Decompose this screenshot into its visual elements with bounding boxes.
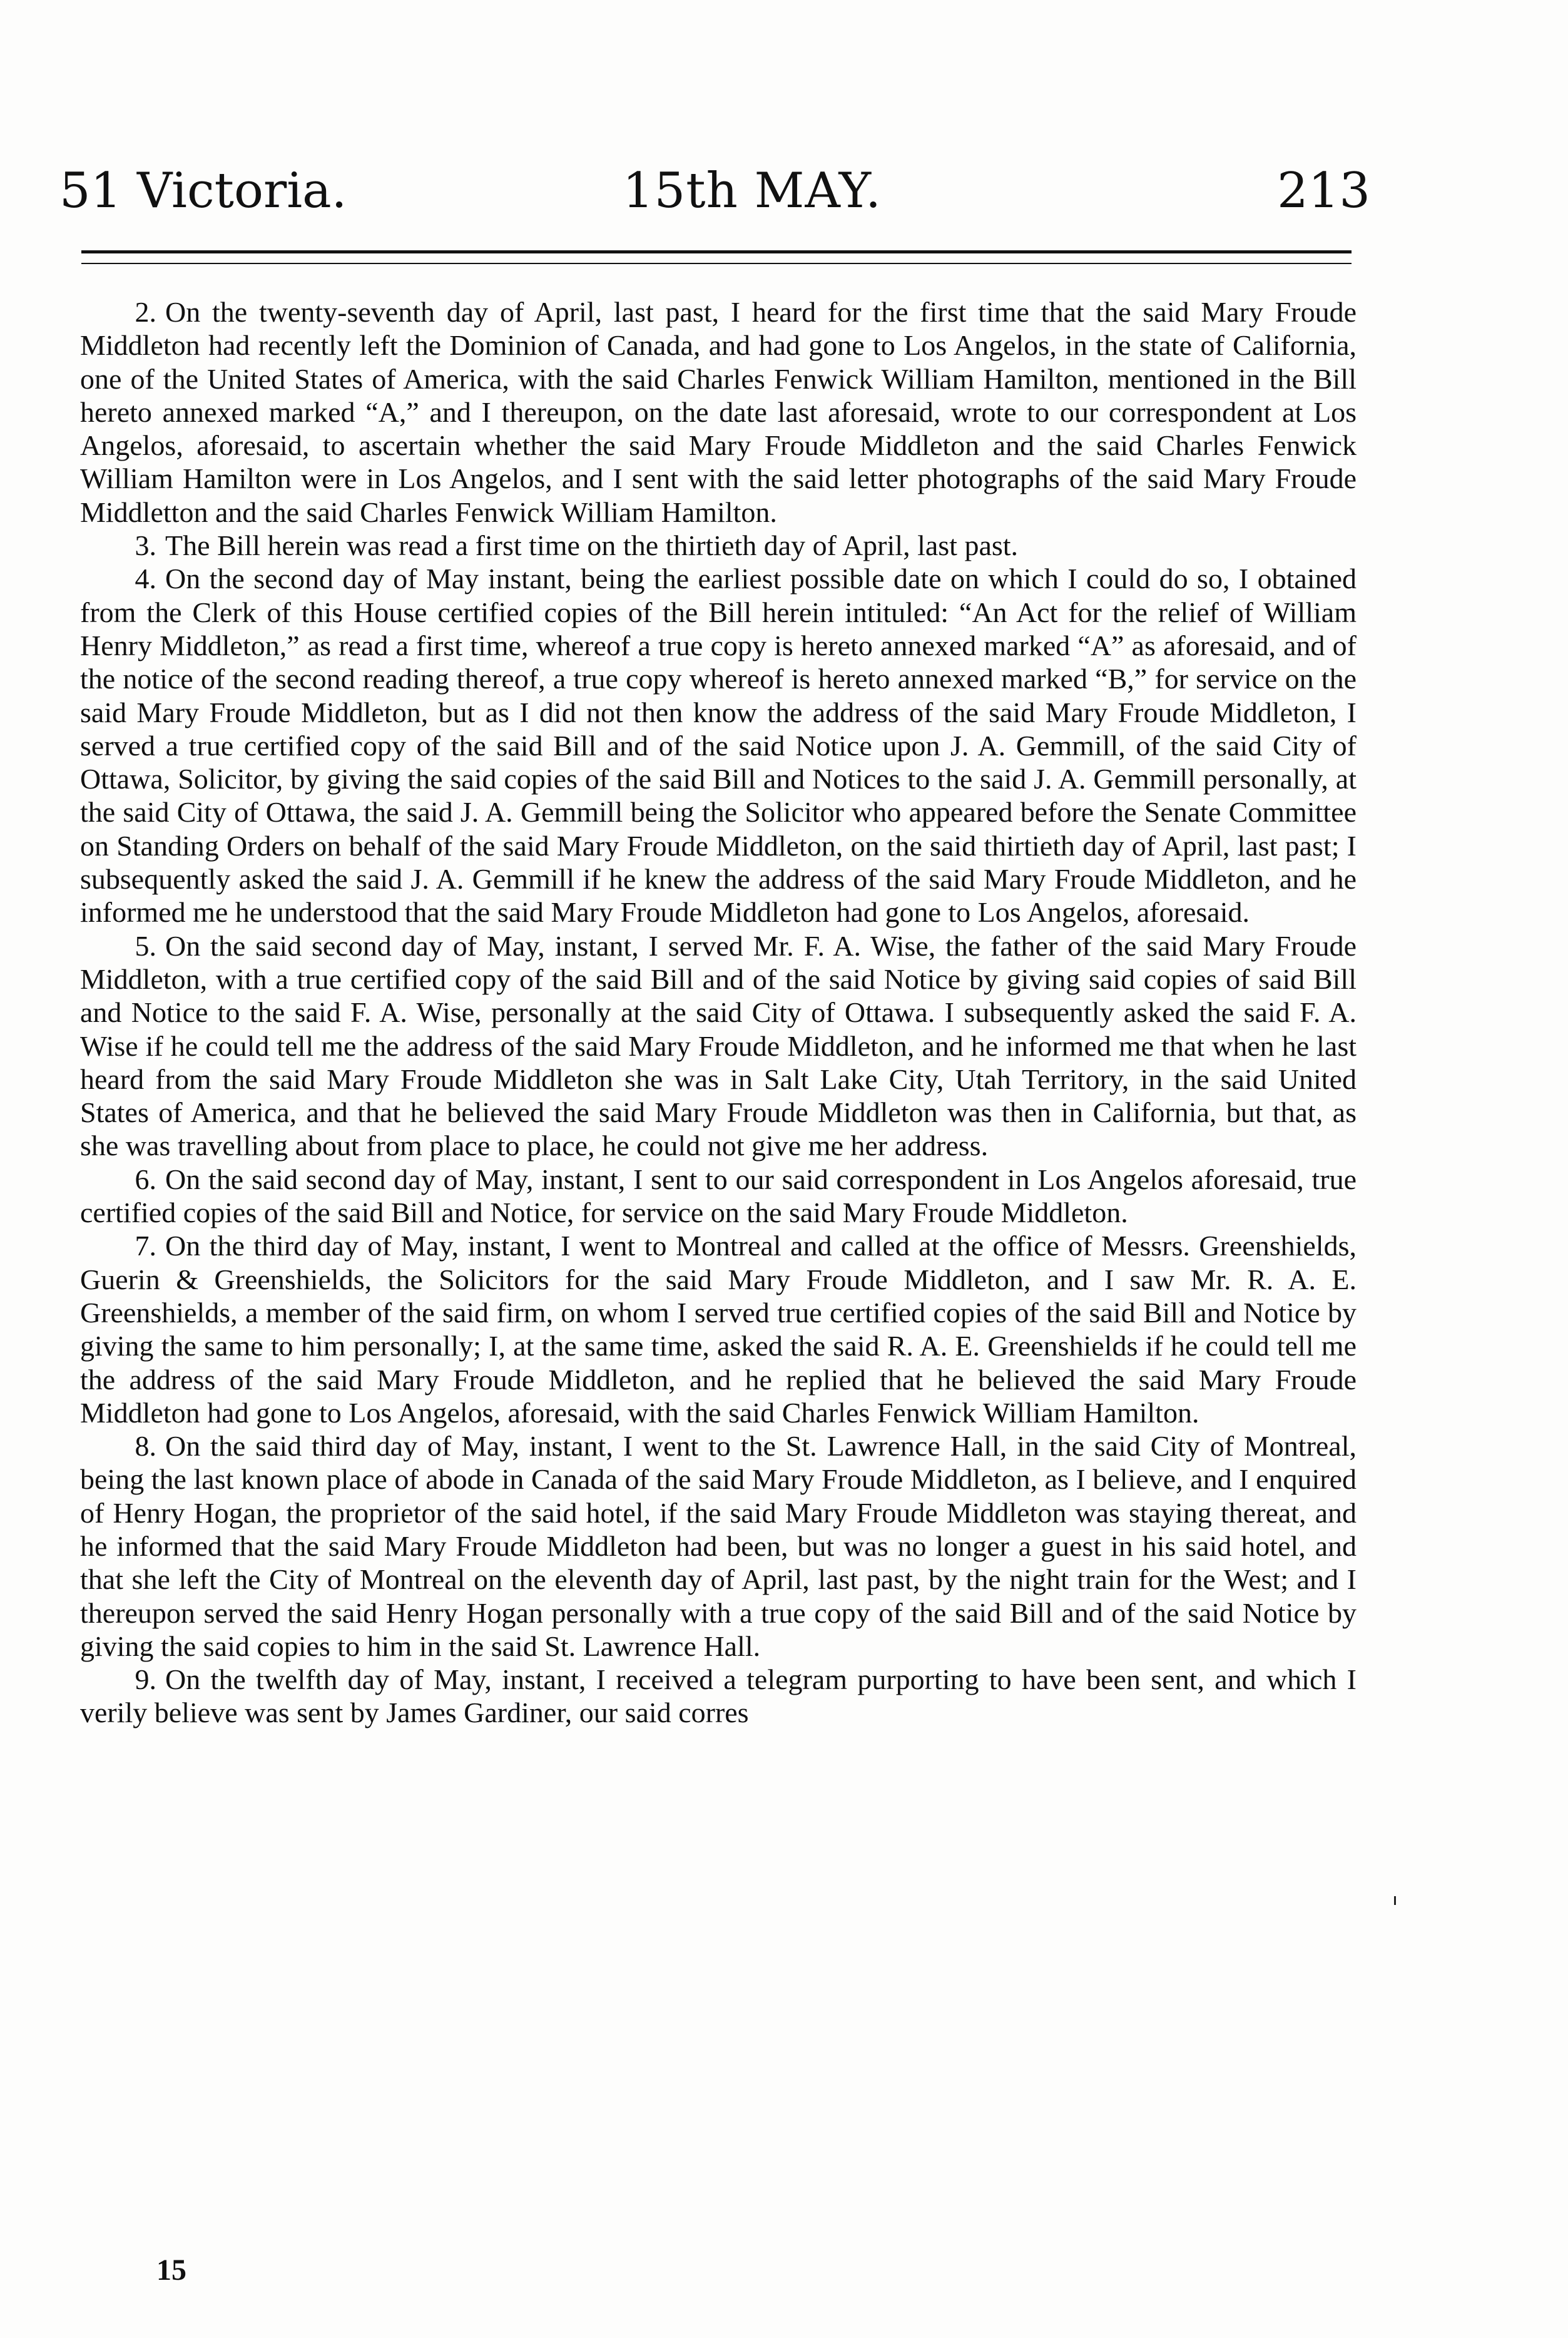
paragraph-7 bbox=[80, 1229, 1357, 1429]
paragraph-number: 9. bbox=[135, 1663, 156, 1696]
paragraph-5 bbox=[80, 929, 1357, 1163]
paragraph-text: On the second day of May instant, being the earliest possible date on which I could do so, I obtained from the Clerk of this House certified copies of the Bill herein intituled: “An Act for the relief of William Henry Middleton,” as read a first time, whereof a true copy is hereto annexed marked “A” as aforesaid, and of the notice of the second reading thereof, a true copy whereof is hereto annexed marked “B,” for service on the said Mary Froude Middleton, but as I did not then know the address of the said Mary Froude Middleton, I served a true certified copy of the said Bill and of the said Notice upon J. A. Gemmill, of the said City of Ottawa, Solicitor, by giving the said copies of the said Bill and Notices to the said J. A. Gemmill personally, at the said City of Ottawa, the said J. A. Gemmill being the Solicitor who appeared before the Senate Committee on Standing Orders on behalf of the said Mary Froude Middleton, on the said thirtieth day of April, last past; I subsequently asked the said J. A. Gemmill if he knew the address of the said Mary Froude Middleton, and he informed me he understood that the said Mary Froude Middleton had gone to Los Angelos, aforesaid. bbox=[80, 563, 1357, 929]
page-number: 213 bbox=[1277, 163, 1370, 219]
paragraph-6 bbox=[80, 1163, 1357, 1230]
date-label: 15th MAY. bbox=[623, 163, 882, 219]
paragraph-text: On the said second day of May, instant, I served Mr. F. A. Wise, the father of the said Mary Froude Middleton, with a true certified copy of the said Bill and of the said Notice by giving said copies of said Bill and Notice to the said F. A. Wise, personally at the said City of Ottawa. I subsequently asked the said F. A. Wise if he could tell me the address of the said Mary Froude Middleton, and he informed me that when he last heard from the said Mary Froude Middleton she was in Salt Lake City, Utah Territory, in the said United States of America, and that he believed the said Mary Froude Middleton was then in California, but that, as she was travelling about from place to place, he could not give me her address. bbox=[80, 929, 1357, 1162]
paragraph-number: 5. bbox=[135, 929, 156, 962]
signature-mark: 15 bbox=[156, 2254, 186, 2287]
affidavit-body bbox=[80, 295, 1357, 1730]
paragraph-number: 7. bbox=[135, 1230, 156, 1262]
paragraph-4 bbox=[80, 562, 1357, 929]
session-label: 51 Victoria. bbox=[59, 163, 347, 219]
header-rule-thick bbox=[81, 250, 1352, 253]
paragraph-text: On the third day of May, instant, I went to Montreal and called at the office of Messrs. Greenshields, Guerin & Greenshields, the Solicitors for the said Mary Froude Middleton, and I saw Mr. R. A. E. Greenshields, a member of the said firm, on whom I served true certified copies of the said Bill and Notice by giving the same to him personally; I, at the same time, asked the said R. A. E. Greenshields if he could tell me the address of the said Mary Froude Middleton, and he replied that he believed the said Mary Froude Middleton had gone to Los Angelos, aforesaid, with the said Charles Fenwick William Hamilton. bbox=[80, 1230, 1357, 1429]
paragraph-2 bbox=[80, 295, 1357, 529]
paragraph-text: On the said second day of May, instant, I sent to our said correspondent in Los Angelos aforesaid, true certified copies of the said Bill and Notice, for service on the said Mary Froude Middleton. bbox=[80, 1163, 1357, 1229]
paragraph-number: 4. bbox=[135, 563, 156, 595]
paragraph-text: On the said third day of May, instant, I went to the St. Lawrence Hall, in the said City of Montreal, being the last known place of abode in Canada of the said Mary Froude Middleton, as I believe, and I enquired of Henry Hogan, the proprietor of the said hotel, if the said Mary Froude Middleton was staying thereat, and he informed that the said Mary Froude Middleton had been, but was no longer a guest in his said hotel, and that she left the City of Montreal on the eleventh day of April, last past, by the night train for the West; and I thereupon served the said Henry Hogan personally with a true copy of the said Bill and of the said Notice by giving the said copies to him in the said St. Lawrence Hall. bbox=[80, 1430, 1357, 1662]
header-rule-thin bbox=[81, 263, 1352, 264]
paragraph-8 bbox=[80, 1429, 1357, 1663]
paragraph-number: 6. bbox=[135, 1163, 156, 1195]
paragraph-3 bbox=[80, 529, 1357, 562]
margin-mark bbox=[1394, 1896, 1396, 1905]
paragraph-number: 2. bbox=[135, 296, 156, 328]
paragraph-number: 8. bbox=[135, 1430, 156, 1463]
paragraph-number: 3. bbox=[135, 529, 156, 562]
paragraph-text: On the twelfth day of May, instant, I received a telegram purporting to have been sent, and which I verily believe was sent by James Gardiner, our said corres bbox=[80, 1663, 1357, 1729]
running-head bbox=[59, 156, 1370, 225]
paragraph-text: The Bill herein was read a first time on the thirtieth day of April, last past. bbox=[165, 529, 1019, 562]
paragraph-9 bbox=[80, 1663, 1357, 1730]
paragraph-text: On the twenty-seventh day of April, last past, I heard for the first time that the said Mary Froude Middleton had recently left the Dominion of Canada, and had gone to Los Angelos, in the state of California, one of the United States of America, with the said Charles Fenwick William Hamilton, mentioned in the Bill hereto annexed marked “A,” and I thereupon, on the date last aforesaid, wrote to our correspondent at Los Angelos, aforesaid, to ascertain whether the said Mary Froude Middleton and the said Charles Fenwick William Hamilton were in Los Angelos, and I sent with the said letter photographs of the said Mary Froude Middletton and the said Charles Fenwick William Hamilton. bbox=[80, 296, 1357, 528]
